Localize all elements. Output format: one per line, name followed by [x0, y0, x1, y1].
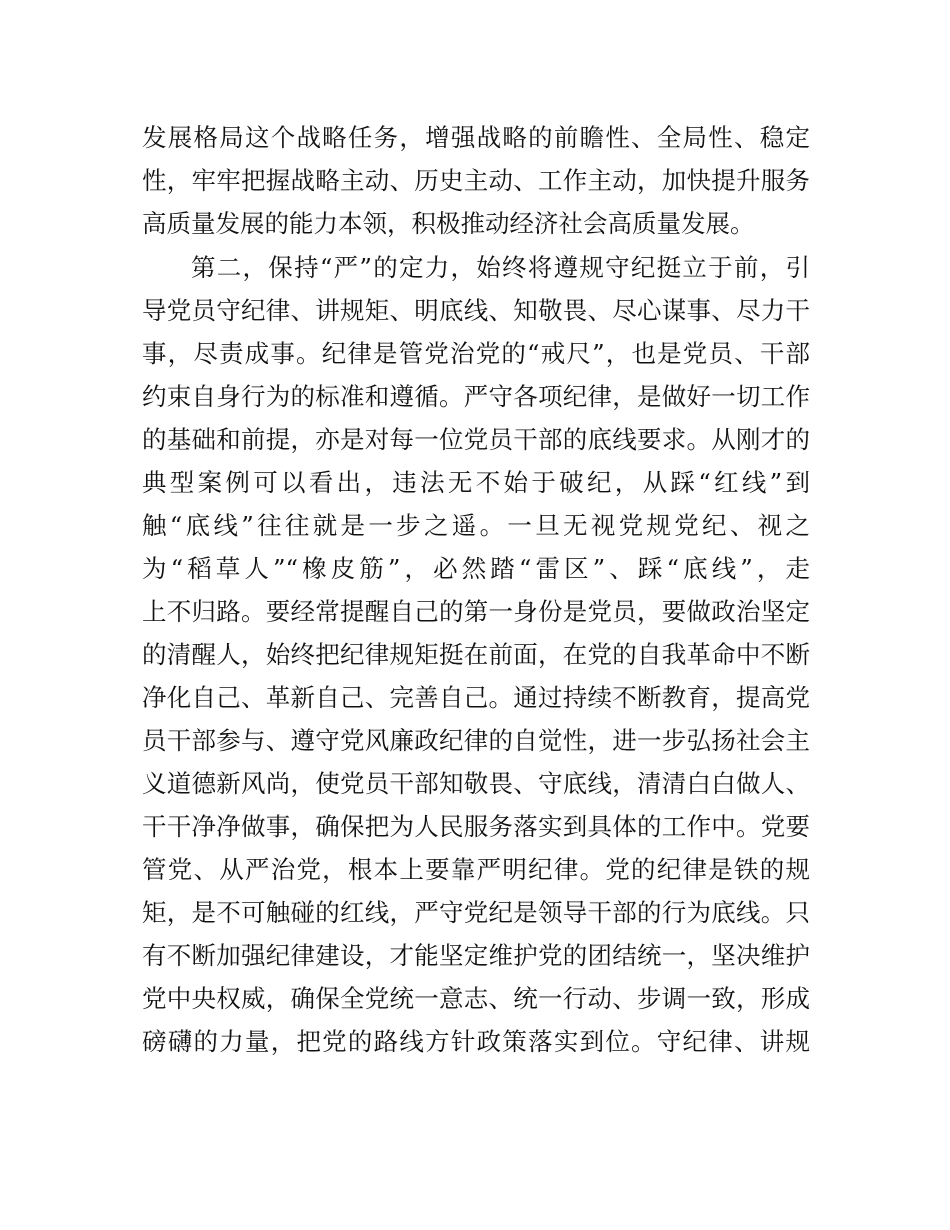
paragraph-1: [142, 116, 810, 245]
paragraph-line: 磅礴的力量，把党的路线方针政策落实到位。守纪律、讲规: [142, 1027, 810, 1056]
paragraph-line: 的基础和前提，亦是对每一位党员干部的底线要求。从刚才的: [142, 425, 810, 454]
paragraph-line: 党中央权威，确保全党统一意志、统一行动、步调一致，形成: [142, 984, 810, 1013]
paragraph-line: 为“稻草人”“橡皮筋”，必然踏“雷区”、踩“底线”，走: [142, 554, 810, 583]
paragraph-first-line: 第二，保持“严”的定力，始终将遵规守纪挺立于前，引: [191, 253, 810, 282]
paragraph-line: 发展格局这个战略任务，增强战略的前瞻性、全局性、稳定: [142, 123, 810, 152]
paragraph-line: 有不断加强纪律建设，才能坚定维护党的团结统一，坚决维护: [142, 941, 810, 970]
paragraph-line: 事，尽责成事。纪律是管党治党的“戒尺”，也是党员、干部: [142, 339, 810, 368]
paragraph-line: 干干净净做事，确保把为人民服务落实到具体的工作中。党要: [142, 812, 810, 841]
paragraph-line: 性，牢牢把握战略主动、历史主动、工作主动，加快提升服务: [142, 166, 810, 195]
paragraph-line: 高质量发展的能力本领，积极推动经济社会高质量发展。: [142, 209, 755, 238]
paragraph-line: 典型案例可以看出，违法无不始于破纪，从踩“红线”到: [142, 468, 810, 497]
paragraph-line: 触“底线”往往就是一步之遥。一旦无视党规党纪、视之: [142, 511, 810, 540]
paragraph-line: 导党员守纪律、讲规矩、明底线、知敬畏、尽心谋事、尽力干: [142, 296, 810, 325]
paragraph-line: 约束自身行为的标准和遵循。严守各项纪律，是做好一切工作: [142, 382, 810, 411]
paragraph-line: 上不归路。要经常提醒自己的第一身份是党员，要做政治坚定: [142, 597, 810, 626]
paragraph-line: 义道德新风尚，使党员干部知敬畏、守底线，清清白白做人、: [142, 769, 810, 798]
paragraph-2: [142, 246, 810, 1063]
paragraph-line: 净化自己、革新自己、完善自己。通过持续不断教育，提高党: [142, 683, 810, 712]
paragraph-line: 员干部参与、遵守党风廉政纪律的自觉性，进一步弘扬社会主: [142, 726, 810, 755]
paragraph-line: 管党、从严治党，根本上要靠严明纪律。党的纪律是铁的规: [142, 855, 810, 884]
paragraph-line: 的清醒人，始终把纪律规矩挺在前面，在党的自我革命中不断: [142, 640, 810, 669]
paragraph-line: 矩，是不可触碰的红线，严守党纪是领导干部的行为底线。只: [142, 898, 810, 927]
